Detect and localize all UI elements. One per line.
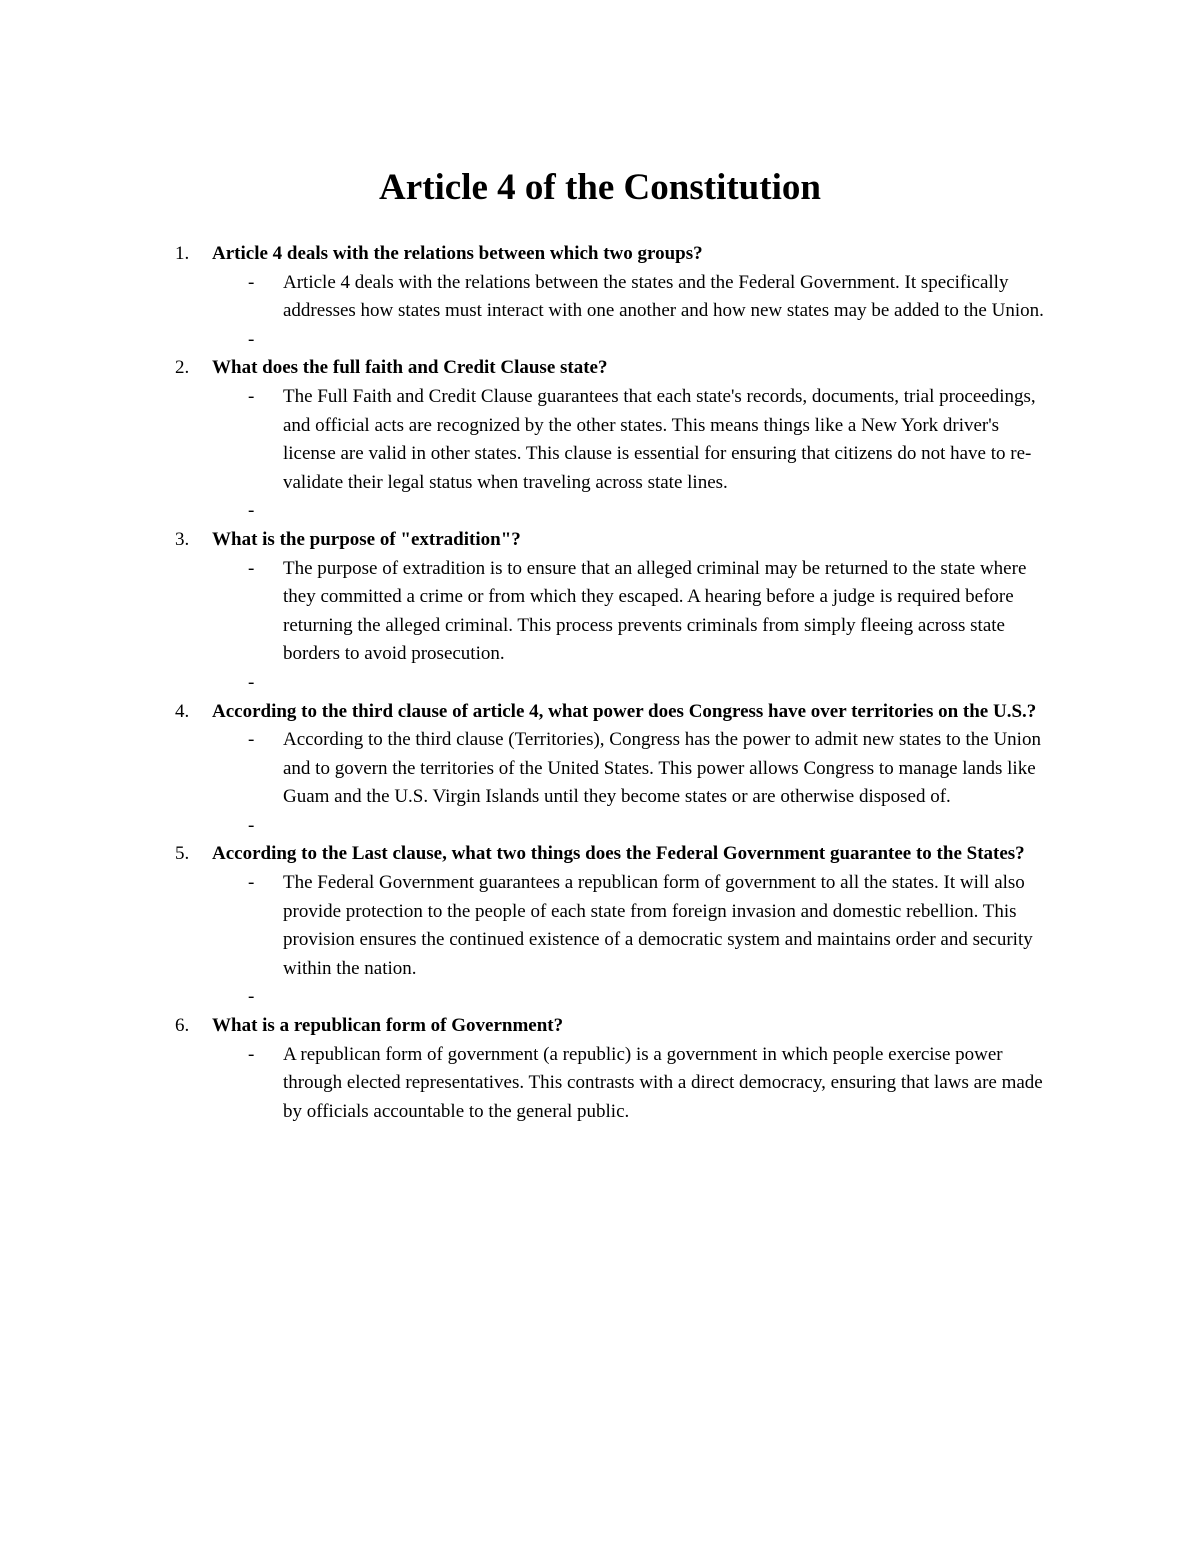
bullet-dash: - xyxy=(248,557,255,579)
question xyxy=(0,1012,1052,1041)
empty-bullet xyxy=(0,497,1200,526)
list-item xyxy=(0,698,1200,841)
question-list xyxy=(0,240,1200,1126)
list-item xyxy=(0,240,1200,354)
question xyxy=(0,240,1052,269)
bullet-dash: - xyxy=(248,671,255,693)
empty-bullet xyxy=(0,669,1200,698)
question-text: What does the full faith and Credit Clause state? xyxy=(212,357,608,379)
question-text: Article 4 deals with the relations between which two groups? xyxy=(212,243,703,264)
answer xyxy=(0,726,1053,812)
question-number: 5. xyxy=(175,843,190,865)
question-text: According to the Last clause, what two things does the Federal Government guarantee to the States? xyxy=(212,843,1025,865)
bullet-dash: - xyxy=(248,328,255,350)
empty-bullet xyxy=(0,812,1200,841)
bullet-dash: - xyxy=(248,814,255,836)
answer-text: According to the third clause (Territories), Congress has the power to admit new states to the Union and to govern the territories of the United States. This power allows Congress to manage lands like Guam and the U.S. Virgin Islands until they become states or are otherwise disposed of. xyxy=(283,729,1041,808)
bullet-dash: - xyxy=(248,1043,255,1065)
bullet-dash: - xyxy=(248,271,255,293)
question-text: According to the third clause of article 4, what power does Congress have over territories on the U.S.? xyxy=(212,700,1037,722)
question-number: 2. xyxy=(175,357,190,379)
answer xyxy=(0,383,1053,497)
bullet-dash: - xyxy=(248,729,255,751)
answer-text: The Federal Government guarantees a republican form of government to all the states. It will also provide protection to the people of each state from foreign invasion and domestic rebellion. This provision ensures the continued existence of a democratic system and maintains order and security within the nation. xyxy=(283,872,1033,979)
answer-text: The Full Faith and Credit Clause guarantees that each state's records, documents, trial proceedings, and official acts are recognized by the other states. This means things like a New York driver's license are valid in other states. This clause is essential for ensuring that citizens do not have to re-validate their legal status when traveling across state lines. xyxy=(283,385,1036,493)
question xyxy=(0,698,1052,727)
list-item xyxy=(0,354,1200,526)
list-item xyxy=(0,1012,1200,1126)
question xyxy=(0,354,1052,383)
answer xyxy=(0,269,1053,326)
answer-text: Article 4 deals with the relations between the states and the Federal Government. It specifically addresses how states must interact with one another and how new states may be added to the Union. xyxy=(283,271,1044,322)
question-number: 6. xyxy=(175,1015,190,1037)
empty-bullet xyxy=(0,326,1200,355)
question-number: 4. xyxy=(175,700,190,722)
bullet-dash: - xyxy=(248,872,255,894)
bullet-dash: - xyxy=(248,986,255,1008)
question-text: What is the purpose of "extradition"? xyxy=(212,528,521,550)
page-title: Article 4 of the Constitution xyxy=(379,167,821,208)
answer-text: A republican form of government (a republic) is a government in which people exercise power through elected representatives. This contrasts with a direct democracy, ensuring that laws are made by officials accountable to the general public. xyxy=(283,1043,1043,1122)
list-item xyxy=(0,840,1200,1012)
answer xyxy=(0,1041,1053,1127)
question xyxy=(0,840,1052,869)
answer-text: The purpose of extradition is to ensure that an alleged criminal may be returned to the state where they committed a crime or from which they escaped. A hearing before a judge is required before returning the alleged criminal. This process prevents criminals from simply fleeing across state borders to avoid prosecution. xyxy=(283,557,1027,665)
bullet-dash: - xyxy=(248,500,255,522)
question-number: 3. xyxy=(175,528,190,550)
bullet-dash: - xyxy=(248,385,255,407)
question-text: What is a republican form of Government? xyxy=(212,1015,564,1037)
empty-bullet xyxy=(0,983,1200,1012)
question xyxy=(0,526,1052,555)
list-item xyxy=(0,526,1200,698)
question-number: 1. xyxy=(175,243,190,264)
answer xyxy=(0,869,1053,983)
answer xyxy=(0,555,1053,669)
